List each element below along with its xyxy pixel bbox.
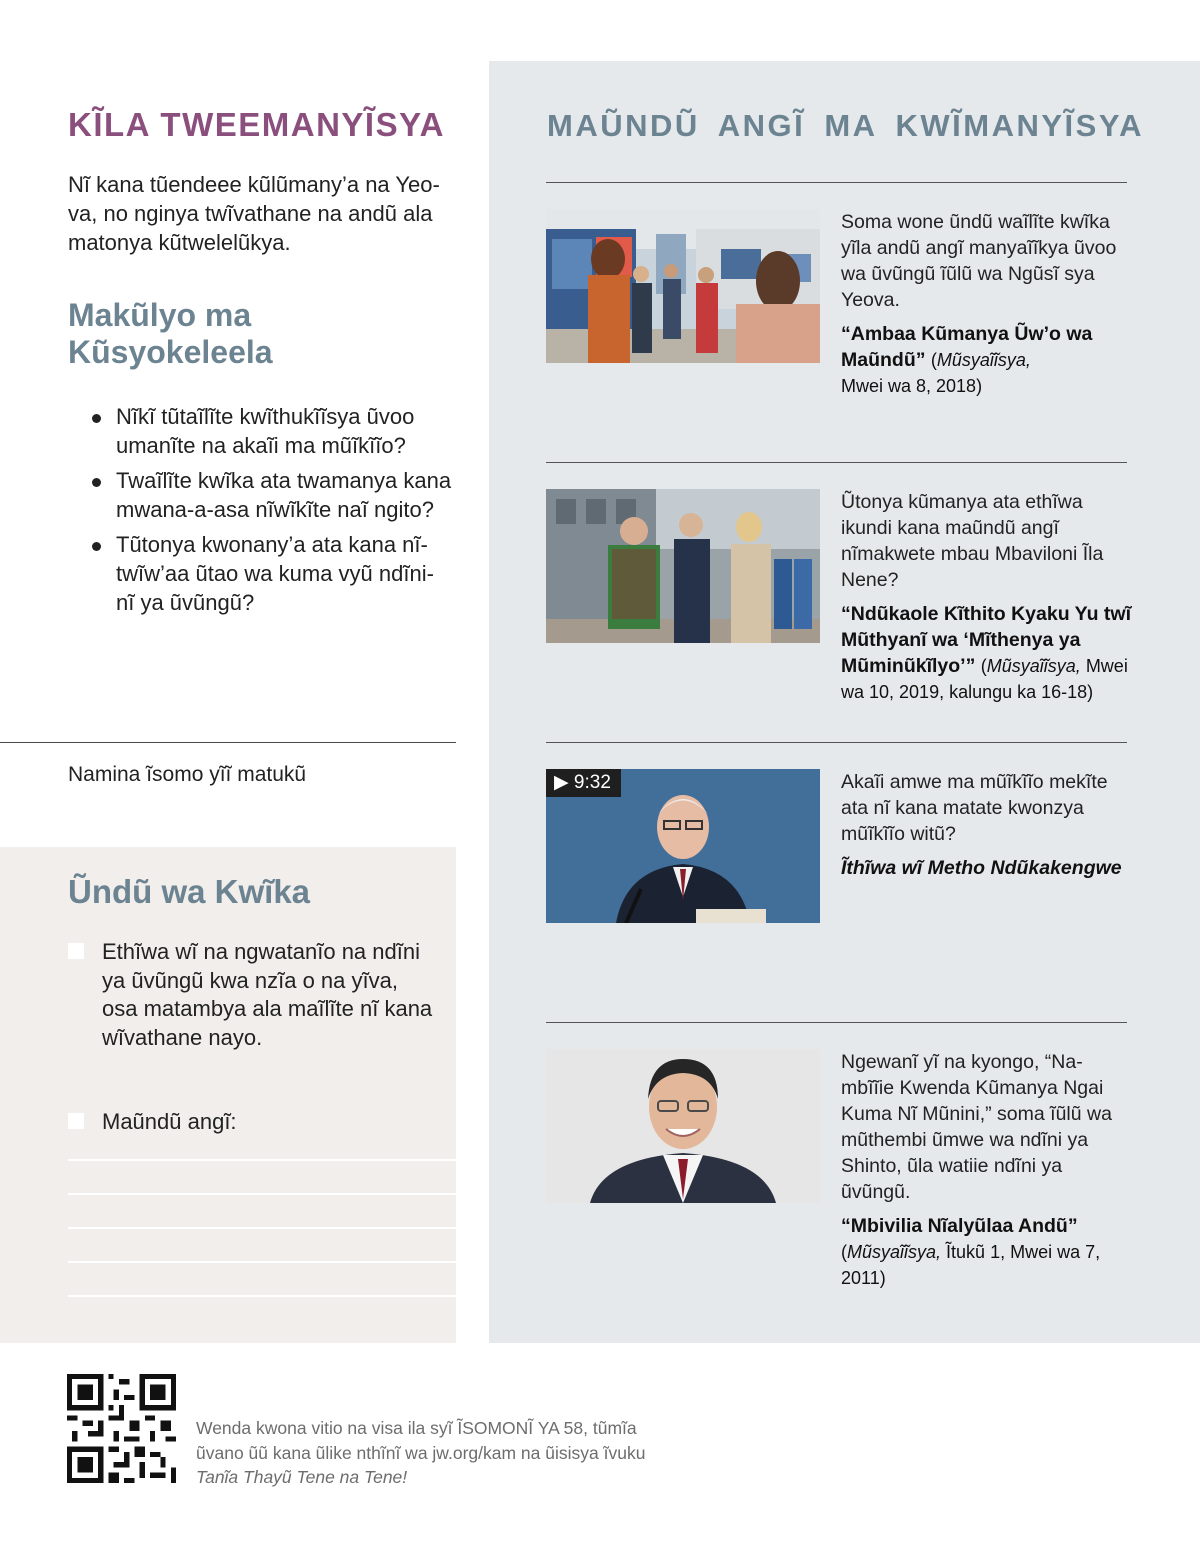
- bullet-icon: [92, 414, 101, 423]
- completed-date-label: Namina ĩsomo yĩĩ matukũ: [68, 763, 307, 786]
- video-duration-badge[interactable]: [546, 769, 621, 797]
- entry-reference[interactable]: “Ndũkaole Kĩthito Kyaku Yu twĩ Mũthyanĩ wa ‘Mĩthenya ya Mũminũkĩlyo’” (Mũsyaĩĩsya, Mwei wa 10, 2019, kalungu ka 16-18): [841, 603, 1132, 702]
- goal-checkbox-item[interactable]: [68, 1108, 438, 1137]
- entry-body: [841, 209, 1131, 399]
- divider: [546, 182, 1127, 183]
- reference-title[interactable]: “Mbivilia Nĩalyũlaa Andũ”: [841, 1215, 1078, 1237]
- reference-publication: Mũsyaĩĩsya,: [847, 1242, 942, 1262]
- reference-detail: Ĩtukũ 1, Mwei wa 7, 2011): [841, 1242, 1101, 1288]
- divider: [546, 742, 1127, 743]
- entry-reference[interactable]: [841, 855, 1131, 881]
- checkbox[interactable]: [68, 1113, 84, 1129]
- writing-line[interactable]: [68, 1261, 456, 1294]
- book-title-link[interactable]: Tanĩa Thayũ Tene na Tene!: [196, 1467, 408, 1487]
- explore-panel: [489, 61, 1200, 1343]
- play-icon: ▶: [554, 772, 569, 793]
- divider: [546, 1022, 1127, 1023]
- entry-reference[interactable]: “Ambaa Kũmanya Ũw’o wa Maũndũ” (Mũsyaĩĩsya, Mwei wa 8, 2018): [841, 323, 1093, 396]
- review-question: [92, 402, 452, 460]
- goal-title: Ũndũ wa Kwĩka: [68, 873, 311, 910]
- review-question: [92, 466, 452, 524]
- thumbnail-image[interactable]: [546, 1049, 820, 1203]
- thumbnail-image[interactable]: [546, 489, 820, 643]
- entry-question: Ngewanĩ yĩ na kyongo, “Na-mbĩĩie Kwenda Kũmanya Ngai Kuma Nĩ Mũnini,” soma ĩũlũ wa mũthembi ũmwe wa ndĩni ya Shinto, ũla watiie ndĩni ya ũvũngũ.: [841, 1051, 1112, 1203]
- entry-body: [841, 489, 1131, 705]
- goal-item-text: Maũndũ angĩ:: [102, 1109, 237, 1134]
- entry-body: [841, 769, 1131, 881]
- entry-body: [841, 1049, 1131, 1291]
- reference-detail: Mwei wa 10, 2019, kalungu ka 16-18): [841, 656, 1128, 702]
- goal-checkbox-item[interactable]: [68, 938, 438, 1052]
- reference-publication: Mũsyaĩĩsya,: [936, 350, 1031, 370]
- footer-text: [196, 1416, 656, 1490]
- entry-question: Soma wone ũndũ waĩlĩte kwĩka yĩla andũ angĩ manyaĩĩkya ũvoo wa ũvũngũ ĩũlũ wa Ngũsĩ sya Yeova.: [841, 211, 1117, 311]
- review-title: Makũlyo ma Kũsyokeleela: [68, 297, 273, 370]
- qr-code[interactable]: [67, 1374, 176, 1483]
- writing-line[interactable]: [68, 1295, 456, 1328]
- review-question-text: Twaĩlĩte kwĩka ata twamanya kana mwana-a-asa nĩwĩkĩte naĩ ngito?: [116, 468, 452, 522]
- review-question: [92, 530, 452, 617]
- goal-item-text: Ethĩwa wĩ na ngwatanĩo na ndĩni ya ũvũngũ kwa nzĩa o na yĩva, osa matambya ala maĩlĩte nĩ kana wĩvathane nayo.: [102, 939, 433, 1050]
- reference-title[interactable]: “Ndũkaole Kĩthito Kyaku Yu twĩ Mũthyanĩ wa ‘Mĩthenya ya Mũminũkĩlyo’”: [841, 603, 1132, 677]
- bullet-icon: [92, 542, 101, 551]
- reference-publication: Mũsyaĩĩsya,: [986, 656, 1081, 676]
- entry-reference[interactable]: “Mbivilia Nĩalyũlaa Andũ” (Mũsyaĩĩsya, Ĩtukũ 1, Mwei wa 7, 2011): [841, 1215, 1101, 1288]
- review-question-text: Nĩkĩ tũtaĩlĩte kwĩthukĩĩsya ũvoo umanĩte na akaĩi ma mũĩkĩĩo?: [116, 404, 415, 458]
- divider: [0, 742, 456, 743]
- reference-detail: Mwei wa 8, 2018): [841, 376, 983, 396]
- writing-line[interactable]: [68, 1227, 456, 1260]
- entry-question: Ũtonya kũmanya ata ethĩwa ikundi kana maũndũ angĩ nĩmakwete mbau Mbaviloni Ĩla Nene?: [841, 491, 1104, 591]
- reference-title[interactable]: “Ambaa Kũmanya Ũw’o wa Maũndũ”: [841, 323, 1093, 371]
- explore-title: MAŨNDŨ ANGĨ MA KWĨMANYĨSYA: [547, 108, 1145, 143]
- bullet-icon: [92, 478, 101, 487]
- thumbnail-image[interactable]: [546, 209, 820, 363]
- entry-question: Akaĩi amwe ma mũĩkĩĩo mekĩte ata nĩ kana matate kwonzya mũĩkĩĩo witũ?: [841, 771, 1108, 845]
- summary-title: KĨLA TWEEMANYĨSYA: [68, 106, 445, 143]
- footer-instructions: Wenda kwona vitio na visa ila syĩ ĨSOMONĨ YA 58, tũmĩa ũvano ũũ kana ũlike nthĩnĩ wa jw.org/kam na ũisisya ĩvuku: [196, 1418, 646, 1463]
- writing-line[interactable]: [68, 1159, 456, 1192]
- divider: [546, 462, 1127, 463]
- video-duration: 9:32: [573, 772, 611, 793]
- video-thumbnail[interactable]: [546, 769, 820, 923]
- checkbox[interactable]: [68, 943, 84, 959]
- review-questions: [92, 402, 452, 623]
- summary-text: Nĩ kana tũendeee kũlũmany’a na Yeo-va, no nginya twĩvathane na andũ ala matonya kũtwelelũkya.: [68, 172, 440, 255]
- reference-title[interactable]: Ĩthĩwa wĩ Metho Ndũkakengwe: [841, 857, 1122, 879]
- writing-line[interactable]: [68, 1193, 456, 1226]
- goal-panel: [0, 847, 456, 1343]
- review-question-text: Tũtonya kwonany’a ata kana nĩ-twĩw’aa ũtao wa kuma vyũ ndĩni-nĩ ya ũvũngũ?: [116, 532, 434, 615]
